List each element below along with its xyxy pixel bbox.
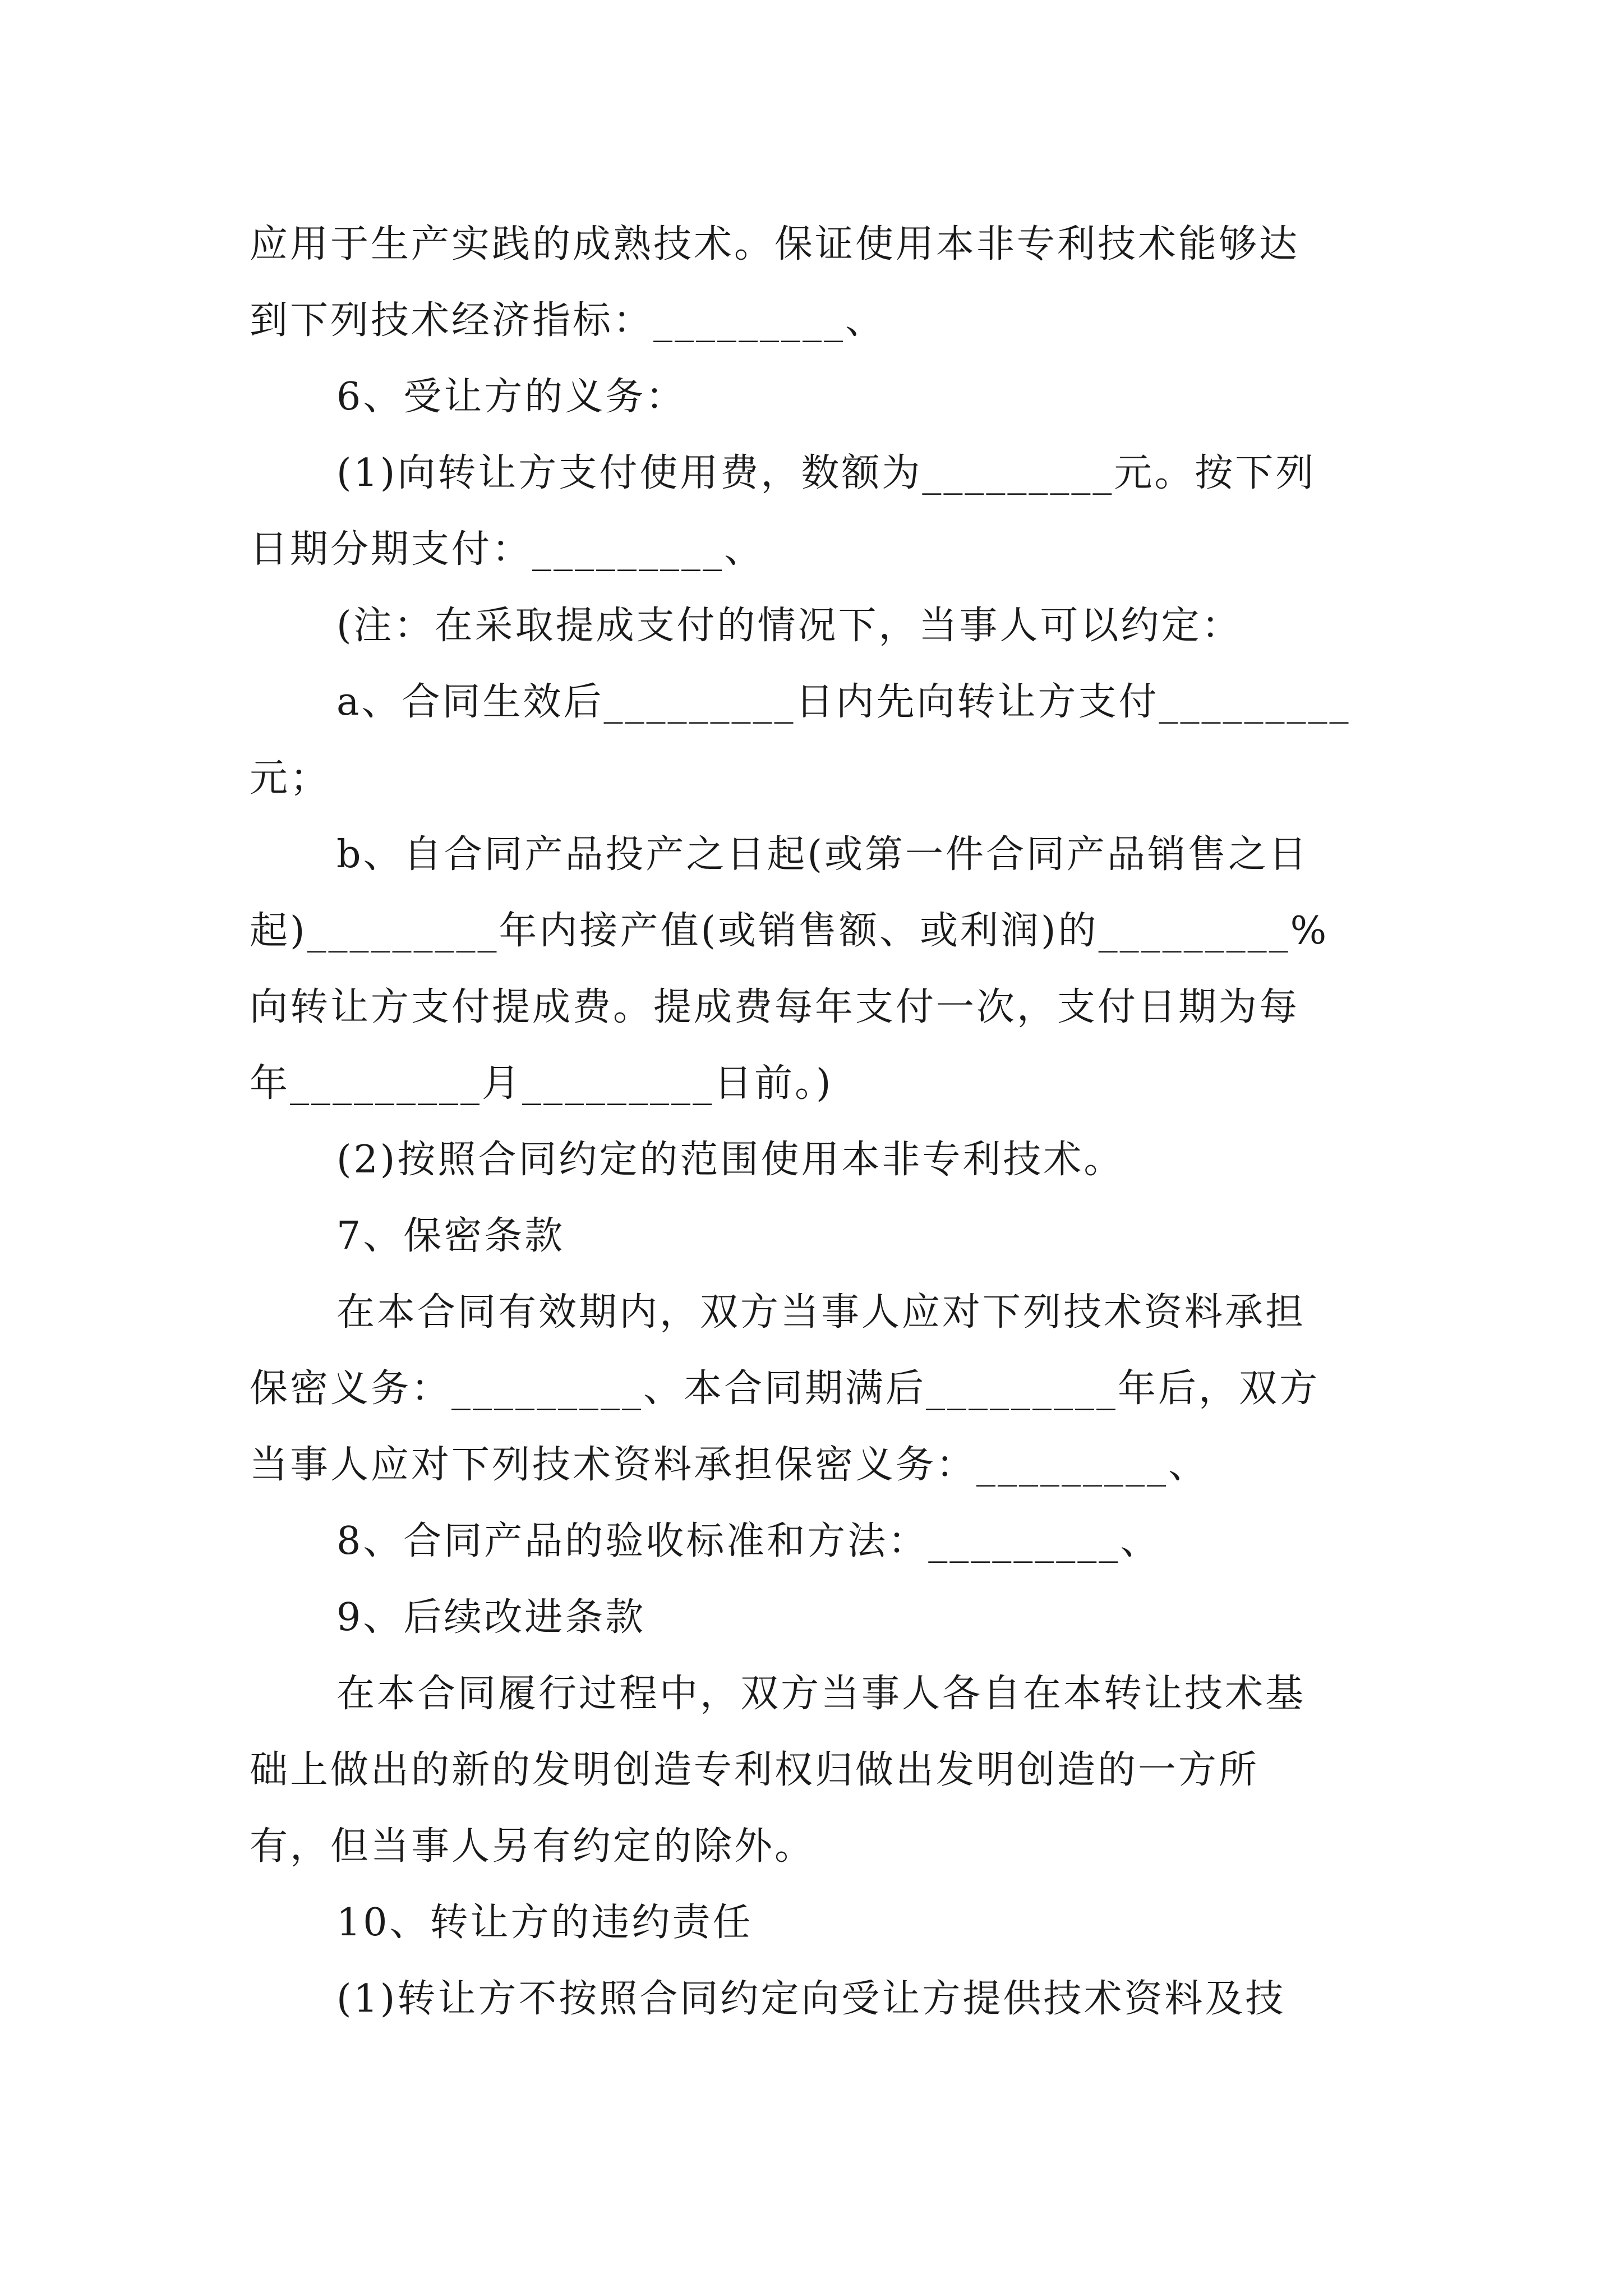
text-line: b、自合同产品投产之日起(或第一件合同产品销售之日 <box>336 832 1310 877</box>
text-line: 在本合同履行过程中，双方当事人各自在本转让技术基 <box>336 1672 1306 1716</box>
text-line: (2)按照合同约定的范围使用本非专利技术。 <box>336 1138 1124 1182</box>
text-line: (1)转让方不按照合同约定向受让方提供技术资料及技 <box>336 1977 1286 2021</box>
text-line: 到下列技术经济指标：_________、 <box>250 298 886 343</box>
text-line: 当事人应对下列技术资料承担保密义务：_________、 <box>250 1443 1209 1487</box>
text-line: 年_________月_________日前。) <box>250 1061 833 1106</box>
text-line: 础上做出的新的发明创造专利权归做出发明创造的一方所 <box>250 1748 1260 1792</box>
text-line: 向转让方支付提成费。提成费每年支付一次，支付日期为每 <box>250 985 1300 1029</box>
text-line: (注：在采取提成支付的情况下，当事人可以约定： <box>336 604 1242 648</box>
text-line: 保密义务：_________、本合同期满后_________年后，双方 <box>250 1366 1320 1411</box>
text-line: 日期分期支付：_________、 <box>250 527 765 572</box>
text-line: 元； <box>250 756 331 800</box>
text-line: 有，但当事人另有约定的除外。 <box>250 1824 815 1869</box>
text-line: (1)向转让方支付使用费，数额为_________元。按下列 <box>336 451 1316 495</box>
text-line: 应用于生产实践的成熟技术。保证使用本非专利技术能够达 <box>250 222 1300 266</box>
section-heading: 10、转让方的违约责任 <box>336 1901 753 1945</box>
section-heading: 8、合同产品的验收标准和方法：_________、 <box>336 1519 1161 1563</box>
text-line: 起)_________年内接产值(或销售额、或利润)的_________% <box>250 909 1329 953</box>
section-heading: 6、受让方的义务： <box>336 375 686 419</box>
section-heading: 7、保密条款 <box>336 1214 565 1258</box>
section-heading: 9、后续改进条款 <box>336 1595 646 1640</box>
text-line: 在本合同有效期内，双方当事人应对下列技术资料承担 <box>336 1290 1306 1335</box>
text-line: a、合同生效后_________日内先向转让方支付_________ <box>336 680 1351 724</box>
